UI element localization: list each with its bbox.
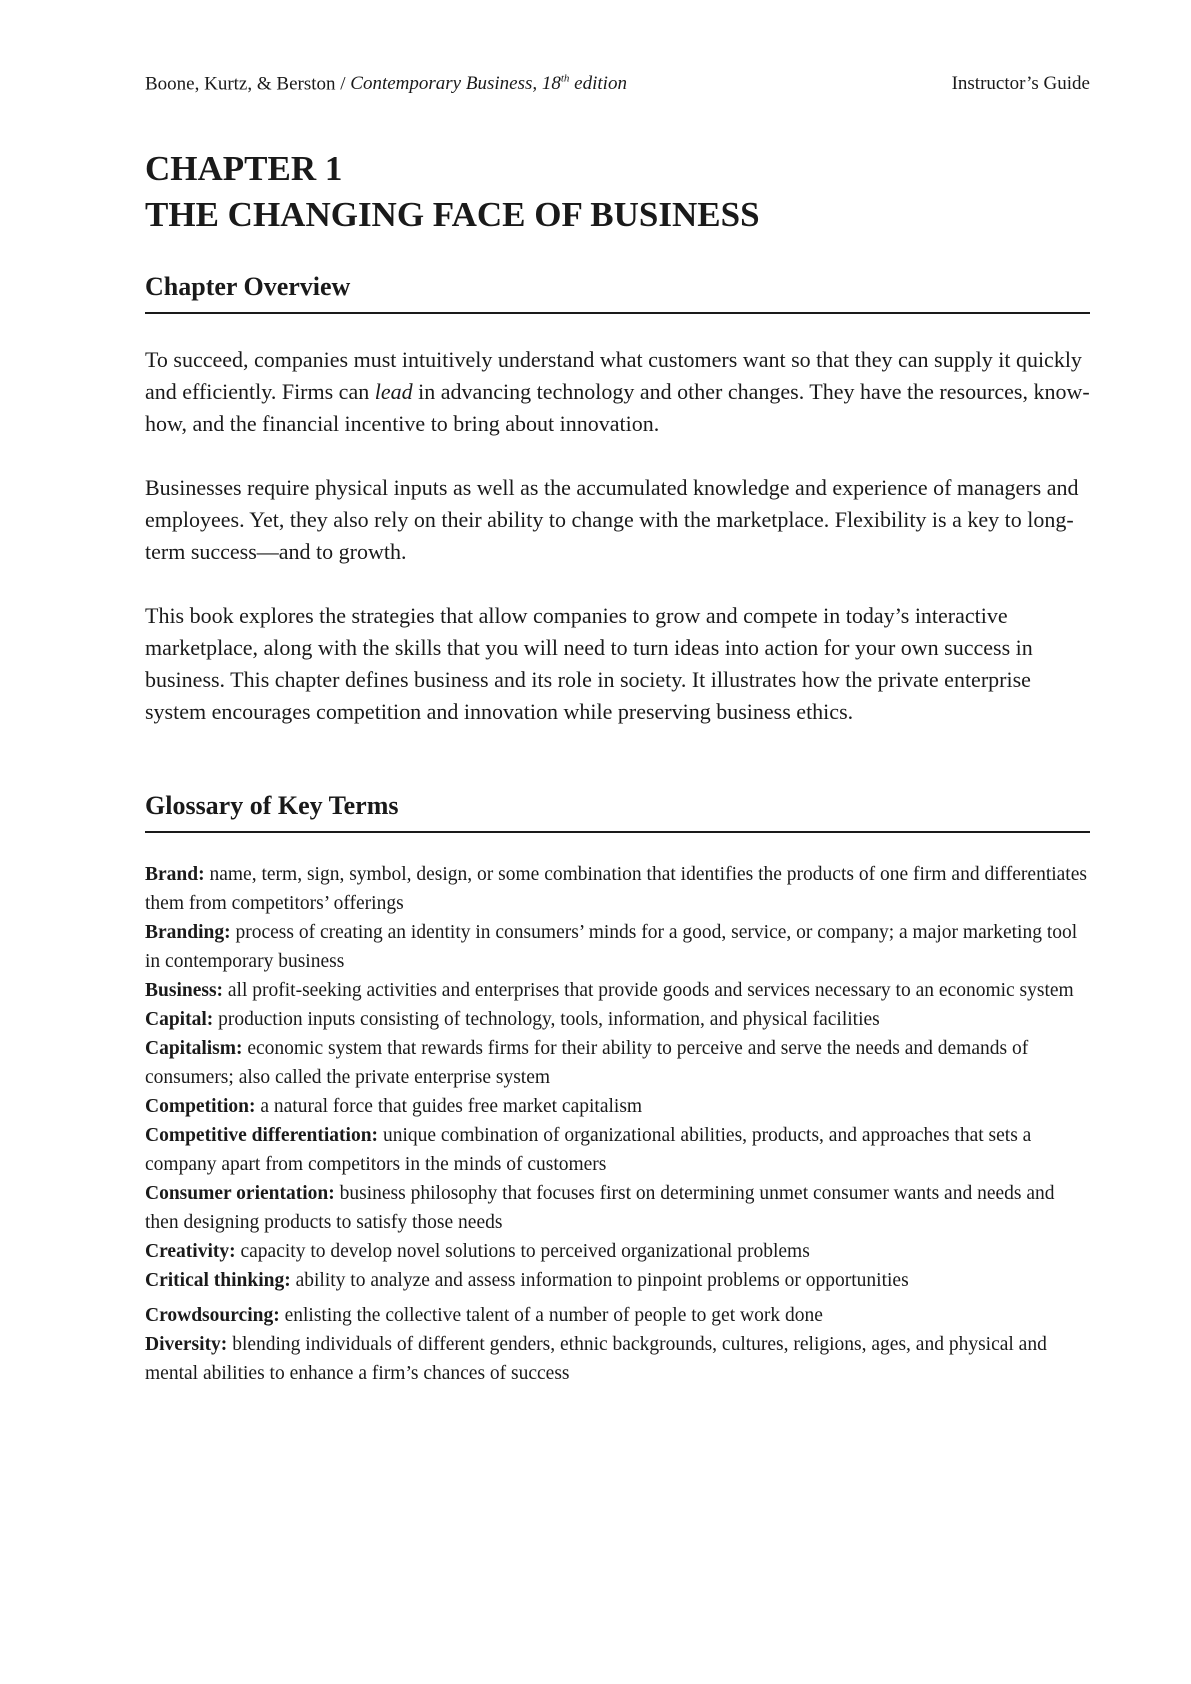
header-right: Instructor’s Guide [951,73,1090,94]
glossary-entry: Creativity: capacity to develop novel solutions to perceived organizational problems [145,1241,810,1262]
chapter-number: CHAPTER 1 [145,149,343,188]
glossary-entry: Consumer orientation: business philosophy that focuses first on determining unmet consumer wants and needs and then designing products to satisfy those needs [145,1183,1055,1233]
overview-body [145,344,1090,760]
glossary-entry: Diversity: blending individuals of different genders, ethnic backgrounds, cultures, religions, ages, and physical and mental abilities to enhance a firm’s chances of success [145,1334,1047,1384]
running-header [145,73,1090,95]
chapter-title [145,146,760,238]
chapter-name: THE CHANGING FACE OF BUSINESS [145,195,760,234]
glossary-entry: Critical thinking: ability to analyze and assess information to pinpoint problems or opportunities [145,1270,909,1291]
overview-paragraph-3: This book explores the strategies that allow companies to grow and compete in today’s interactive marketplace, along with the skills that you will need to turn ideas into action for your own success in business. This chapter defines business and its role in society. It illustrates how the private enterprise system encourages competition and innovation while preserving business ethics. [145,603,1033,724]
glossary-list [145,860,1090,1388]
glossary-entry: Competition: a natural force that guides free market capitalism [145,1096,643,1117]
header-book-title: Contemporary Business, 18th edition [350,73,627,95]
glossary-entry: Capital: production inputs consisting of technology, tools, information, and physical facilities [145,1009,880,1030]
overview-heading: Chapter Overview [145,270,1090,314]
overview-paragraph-1: To succeed, companies must intuitively understand what customers want so that they can supply it quickly and efficiently. Firms can lead in advancing technology and other changes. They have the resources, know-how, and the financial incentive to bring about innovation. [145,347,1090,436]
header-authors: Boone, Kurtz, & Berston / [145,73,351,95]
overview-paragraph-2: Businesses require physical inputs as well as the accumulated knowledge and experience of managers and employees. Yet, they also rely on their ability to change with the marketplace. Flexibility is a key to long-term success—and to growth. [145,475,1079,564]
glossary-entry: Branding: process of creating an identity in consumers’ minds for a good, service, or company; a major marketing tool in contemporary business [145,922,1078,972]
glossary-entry: Crowdsourcing: enlisting the collective talent of a number of people to get work done [145,1305,823,1326]
glossary-heading: Glossary of Key Terms [145,789,1090,833]
glossary-entry: Competitive differentiation: unique combination of organizational abilities, products, and approaches that sets a company apart from competitors in the minds of customers [145,1125,1032,1175]
header-left [145,73,627,95]
glossary-entry: Capitalism: economic system that rewards firms for their ability to perceive and serve the needs and demands of consumers; also called the private enterprise system [145,1038,1029,1088]
glossary-entry: Business: all profit-seeking activities and enterprises that provide goods and services necessary to an economic system [145,980,1074,1001]
glossary-entry: Brand: name, term, sign, symbol, design, or some combination that identifies the products of one firm and differentiates them from competitors’ offerings [145,864,1087,914]
